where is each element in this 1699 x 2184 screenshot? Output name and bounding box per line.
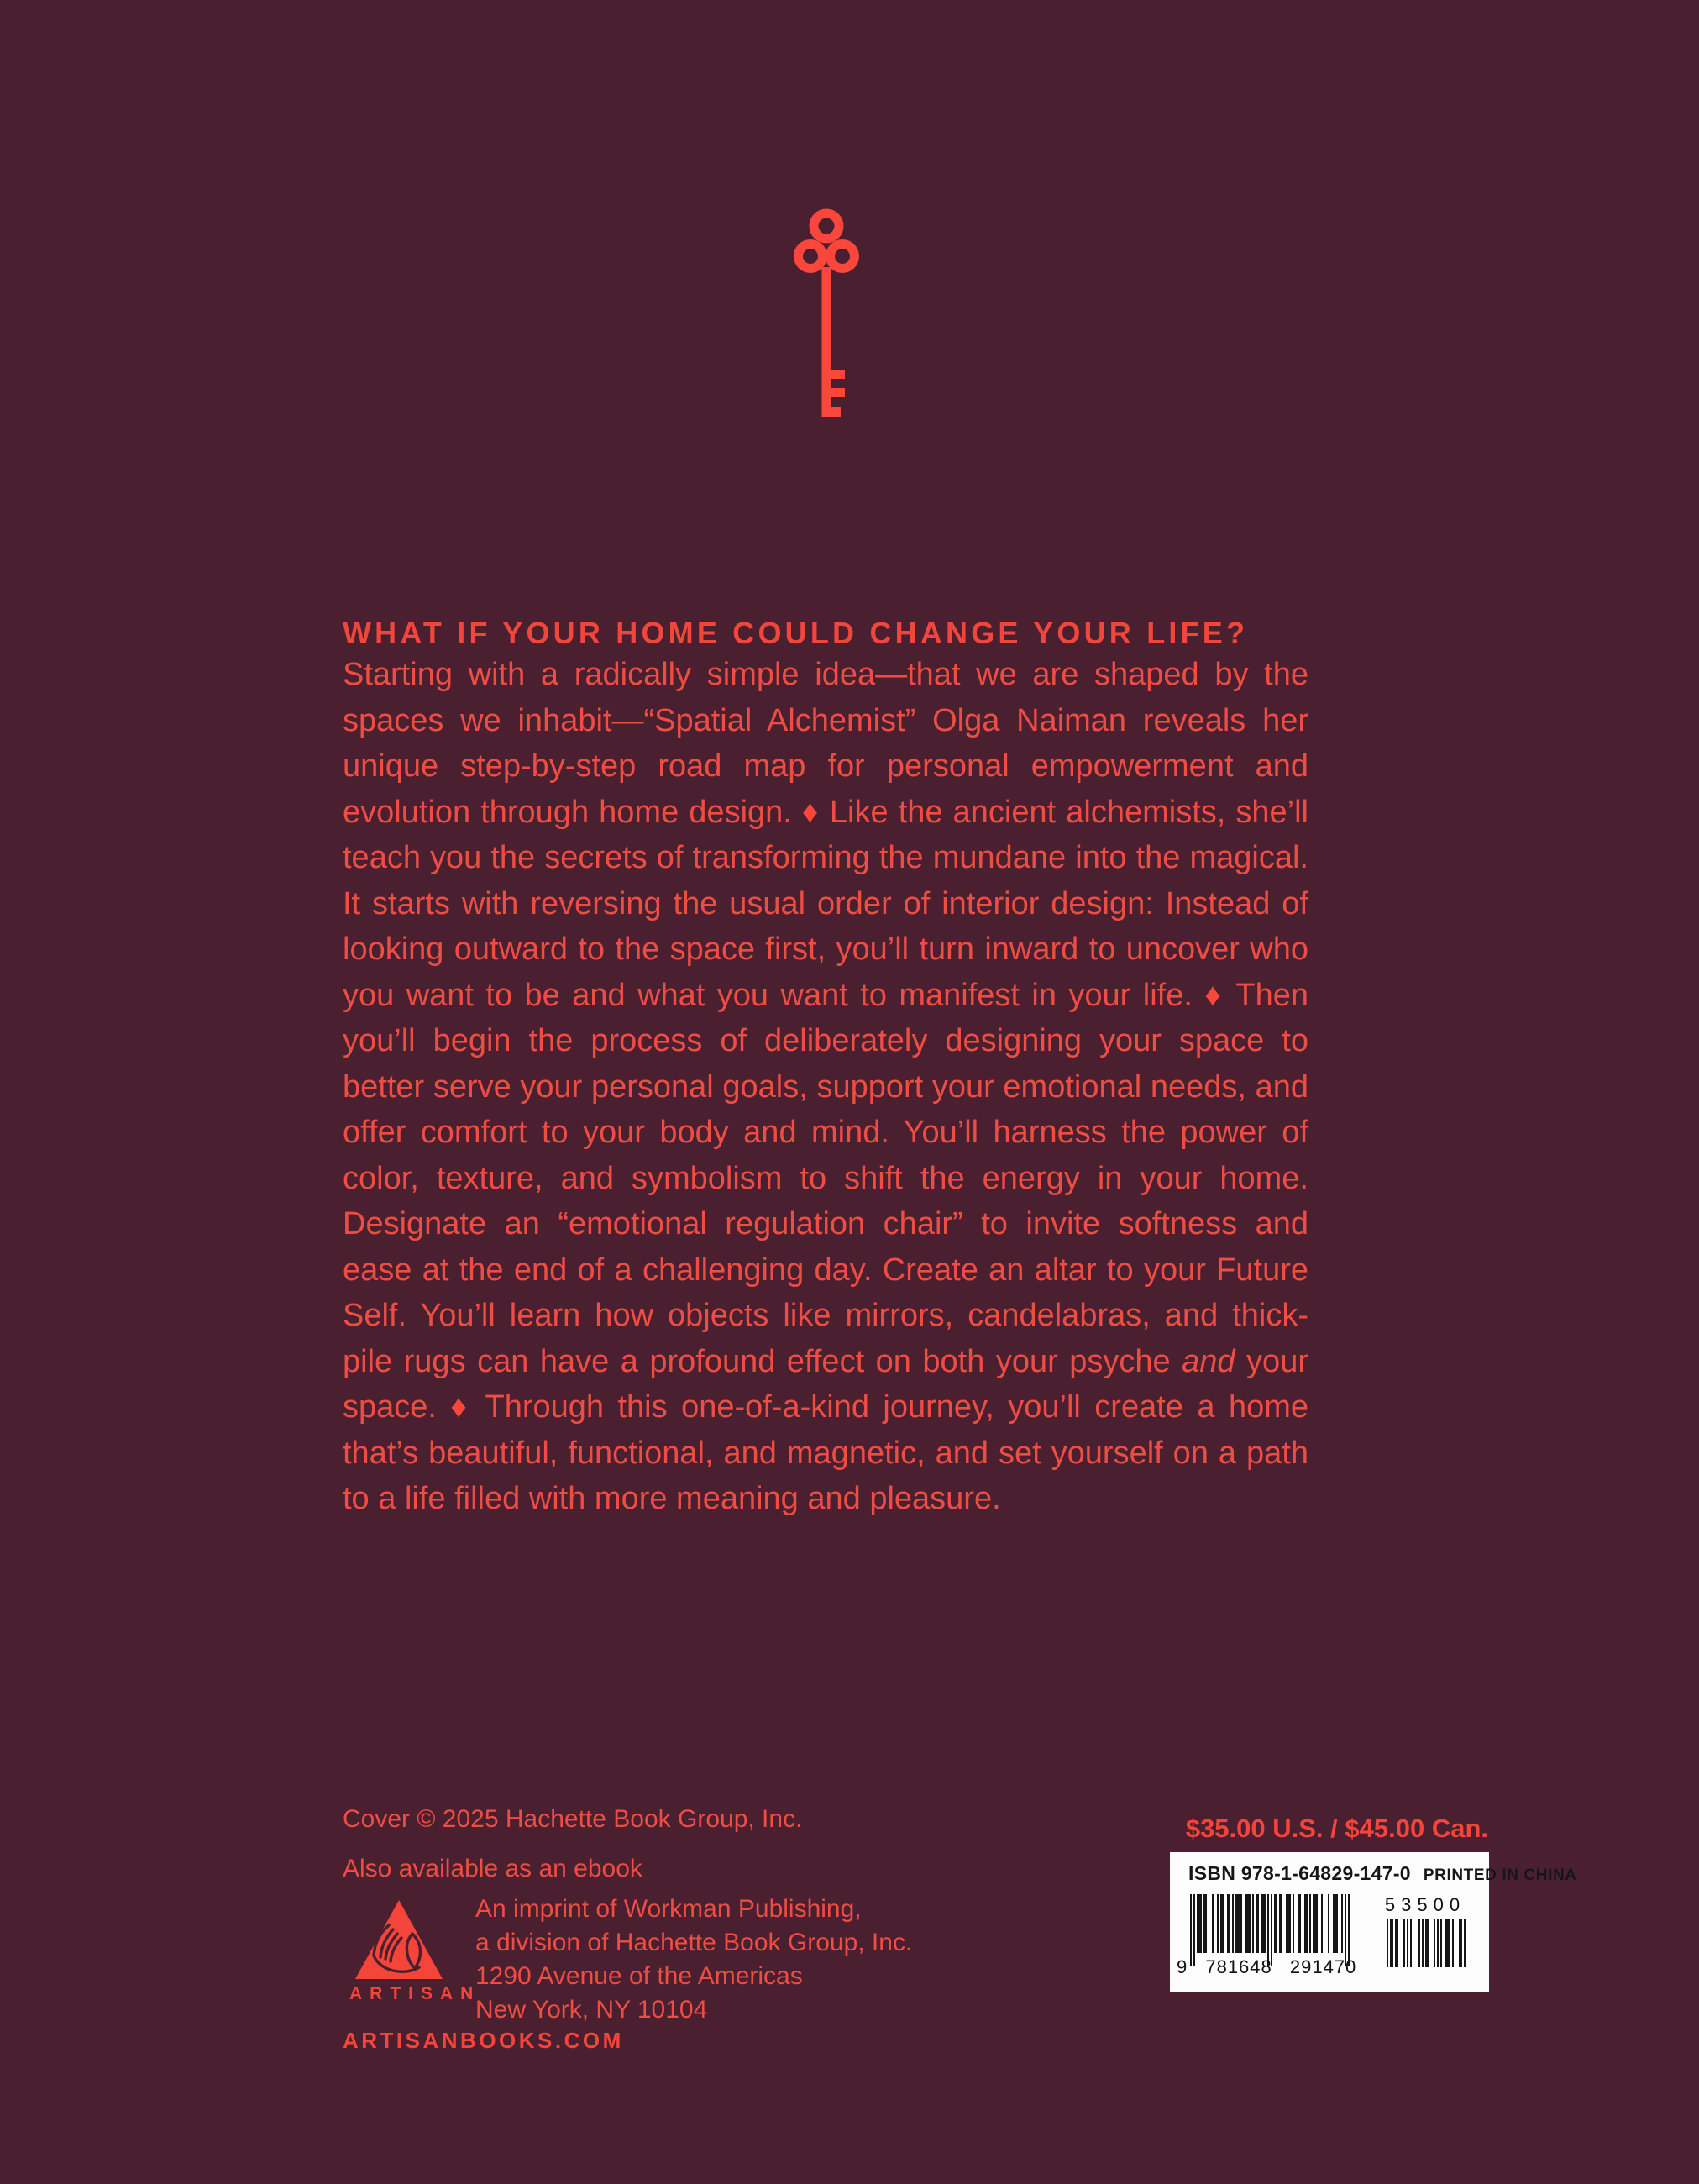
cover-copyright-line: Cover © 2025 Hachette Book Group, Inc. (343, 1805, 803, 1833)
imprint-address (475, 1893, 912, 2027)
imprint-line: An imprint of Workman Publishing, (475, 1895, 862, 1923)
imprint-line: 1290 Avenue of the Americas (475, 1962, 803, 1990)
body-segment: your space. (343, 1343, 1308, 1425)
price: $35.00 U.S. / $45.00 Can. (1185, 1814, 1488, 1843)
imprint-line: New York, NY 10104 (475, 1996, 708, 2024)
printed-in-label: PRINTED IN CHINA (1423, 1866, 1577, 1884)
body-segment: Then you’ll begin the process of deliberately designing your space to better serve your personal goals, support your emotional needs, and offer comfort to your body and mind. You’ll harness the power of color, texture, and symbolism to shift the energy in your home. Designate an “emotional regulation chair” to invite softness and ease at the end of a challenging day. Create an altar to your Future Self. You’ll learn how objects like mirrors, candelabras, and thick-pile rugs can have a profound effect on both your psyche (343, 977, 1309, 1379)
publisher-website: ARTISANBOOKS.COM (343, 2028, 624, 2053)
cover-credits (343, 1794, 802, 1893)
body-segment-italic: and (1182, 1343, 1235, 1379)
ean5-bars (1385, 1919, 1466, 1967)
ean13-digits: 9 781648 291470 (1177, 1956, 1357, 1977)
barcode-panel (1170, 1852, 1577, 1992)
isbn-number: ISBN 978-1-64829-147-0 (1188, 1862, 1411, 1884)
diamond-separator-icon: ♦ (1204, 977, 1224, 1013)
ean5-digits: 53500 (1384, 1894, 1466, 1915)
imprint-line: a division of Hachette Book Group, Inc. (475, 1929, 913, 1956)
body-segment: Starting with a radically simple idea—that we are shaped by the spaces we inhabit—“Spatial Alchemist” Olga Naiman reveals her unique step-by-step road map for personal empowerment and evolution through home design. (343, 657, 1308, 830)
key-icon (794, 208, 859, 417)
body-segment: Like the ancient alchemists, she’ll teach you the secrets of transforming the mundane into the magical. It starts with reversing the usual order of interior design: Instead of looking outward to the space first, you’ll turn inward to uncover who you want to be and what you want to manifest in your life. (343, 794, 1308, 1013)
ebook-availability-line: Also available as an ebook (343, 1855, 642, 1882)
barcode-bars-row (1177, 1894, 1469, 1977)
artisan-logo (346, 1900, 481, 2004)
body-text (343, 652, 1308, 1522)
headline: WHAT IF YOUR HOME COULD CHANGE YOUR LIFE? (343, 616, 1249, 650)
artisan-triangle-logo-icon (355, 1900, 443, 1979)
diamond-separator-icon: ♦ (450, 1389, 472, 1425)
diamond-separator-icon: ♦ (801, 794, 820, 830)
ean5-addon-barcode (1382, 1894, 1469, 1967)
ean13-barcode (1177, 1894, 1363, 1977)
isbn-row (1188, 1862, 1577, 1885)
artisan-logo-wordmark: ARTISAN (349, 1984, 481, 2003)
body-segment: Through this one-of-a-kind journey, you’ll create a home that’s beautiful, functional, and magnetic, and set yourself on a path to a life filled with more meaning and pleasure. (343, 1389, 1309, 1516)
